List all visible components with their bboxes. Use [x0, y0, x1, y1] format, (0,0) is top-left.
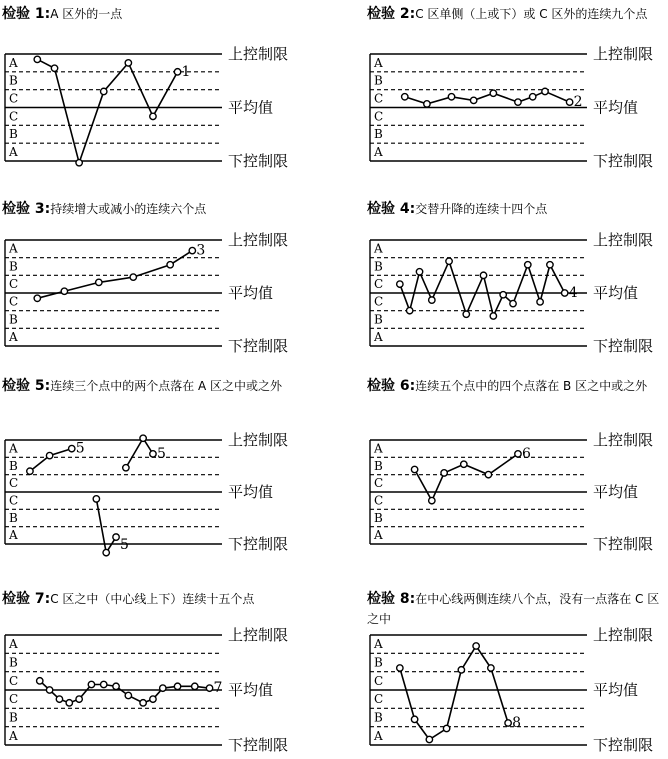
data-point	[125, 60, 131, 66]
zone-label: C	[374, 692, 384, 707]
data-point	[140, 700, 146, 706]
data-point	[505, 720, 511, 726]
test-description: 连续五个点中的四个点落在 B 区之中或之外	[415, 379, 648, 393]
control-chart	[0, 585, 310, 759]
data-line	[40, 681, 210, 703]
data-point	[402, 94, 408, 100]
lcl-label: 下控制限	[593, 736, 654, 754]
data-line	[415, 454, 518, 501]
zone-label: B	[9, 312, 18, 327]
panel-test-6	[365, 372, 668, 553]
data-point	[488, 665, 494, 671]
ucl-label: 上控制限	[228, 45, 289, 63]
data-point	[426, 736, 432, 742]
data-point	[56, 696, 62, 702]
ucl-label: 上控制限	[228, 626, 289, 644]
lcl-label: 下控制限	[593, 535, 654, 553]
data-point	[46, 452, 52, 458]
zone-label: B	[9, 259, 18, 274]
data-point	[101, 681, 107, 687]
test-description: 交替升降的连续十四个点	[415, 202, 548, 216]
data-point	[69, 445, 75, 451]
zone-label: B	[9, 458, 18, 473]
data-point	[461, 461, 467, 467]
zone-label: B	[374, 510, 383, 525]
data-point	[113, 534, 119, 540]
zone-label: C	[374, 673, 384, 688]
zone-label: A	[374, 241, 383, 256]
control-chart	[365, 372, 668, 553]
data-point	[103, 549, 109, 555]
zone-label: C	[9, 91, 19, 106]
cl-label: 平均值	[593, 98, 639, 117]
zone-label: C	[374, 109, 384, 124]
zone-label: B	[9, 710, 18, 725]
lcl-label: 下控制限	[228, 535, 289, 553]
test-description: 持续增大或减小的连续六个点	[50, 202, 207, 216]
data-point	[406, 307, 412, 313]
zone-label: A	[9, 145, 18, 160]
data-point	[473, 643, 479, 649]
test-description: 连续三个点中的两个点落在 A 区之中或之外	[50, 379, 283, 393]
data-point	[76, 160, 82, 166]
zone-label: B	[374, 710, 383, 725]
panel-test-1	[0, 0, 310, 170]
data-point	[446, 258, 452, 264]
zone-label: A	[374, 55, 383, 70]
data-point	[490, 313, 496, 319]
zone-label: C	[374, 294, 384, 309]
zone-label: B	[374, 73, 383, 88]
data-point	[76, 696, 82, 702]
data-point	[500, 292, 506, 298]
panel-test-3	[0, 195, 310, 365]
test-marker: 7	[213, 680, 223, 697]
zone-label: C	[374, 493, 384, 508]
data-point	[525, 262, 531, 268]
test-marker: 8	[512, 715, 522, 731]
zone-label: A	[374, 528, 383, 543]
data-point	[397, 665, 403, 671]
data-point	[96, 279, 102, 285]
data-point	[547, 262, 553, 268]
cl-label: 平均值	[593, 284, 639, 302]
data-point	[93, 496, 99, 502]
zone-label: A	[9, 241, 18, 256]
test-marker: 6	[521, 445, 531, 462]
zone-label: A	[9, 637, 18, 652]
data-point	[490, 90, 496, 96]
zone-label: C	[374, 476, 384, 491]
data-point	[443, 725, 449, 731]
zone-label: A	[9, 441, 18, 456]
data-point	[101, 88, 107, 94]
data-point	[46, 687, 52, 693]
zone-label: B	[9, 73, 18, 88]
data-point	[515, 451, 521, 457]
test-heading: 检验 3:	[2, 201, 51, 217]
cl-label: 平均值	[593, 681, 639, 699]
data-point	[411, 466, 417, 472]
zone-label: C	[9, 476, 19, 491]
data-point	[480, 272, 486, 278]
data-point	[537, 299, 543, 305]
test-heading: 检验 2:	[367, 6, 416, 22]
data-point	[411, 716, 417, 722]
zone-label: A	[9, 330, 18, 345]
zone-label: A	[9, 528, 18, 543]
ucl-label: 上控制限	[593, 45, 654, 63]
data-point	[458, 667, 464, 673]
lcl-label: 下控制限	[228, 152, 289, 170]
test-description: C 区之中（中心线上下）连续十五个点	[50, 592, 255, 606]
test-heading: 检验 1:	[2, 6, 51, 22]
zone-label: C	[9, 692, 19, 707]
data-point	[416, 269, 422, 275]
lcl-label: 下控制限	[593, 337, 654, 355]
data-point	[566, 99, 572, 105]
zone-label: A	[374, 728, 383, 743]
control-chart	[365, 0, 668, 170]
data-line	[37, 59, 177, 162]
data-point	[34, 56, 40, 62]
data-point	[424, 101, 430, 107]
control-chart	[365, 585, 668, 759]
data-point	[174, 683, 180, 689]
cl-label: 平均值	[228, 284, 274, 302]
ucl-label: 上控制限	[593, 626, 654, 644]
zone-label: C	[374, 277, 384, 292]
test-marker: 3	[196, 242, 206, 259]
zone-label: A	[9, 55, 18, 70]
ucl-label: 上控制限	[593, 431, 654, 449]
control-chart	[0, 195, 310, 365]
zone-label: B	[374, 127, 383, 142]
data-line	[400, 646, 508, 740]
data-point	[530, 94, 536, 100]
data-point	[485, 471, 491, 477]
zone-label: B	[9, 655, 18, 670]
zone-label: C	[374, 91, 384, 106]
test-description: C 区单侧（上或下）或 C 区外的连续九个点	[415, 7, 648, 21]
panel-test-2	[365, 0, 668, 170]
data-point	[88, 681, 94, 687]
test-marker: 5	[156, 445, 166, 462]
data-point	[27, 468, 33, 474]
lcl-label: 下控制限	[228, 736, 289, 754]
data-point	[441, 470, 447, 476]
ucl-label: 上控制限	[593, 231, 654, 249]
test-marker: 1	[181, 63, 191, 80]
panel-test-7	[0, 585, 310, 755]
test-description: 在中心线两侧连续八个点，没有一点落在 C 区之中	[367, 592, 660, 626]
data-line	[126, 438, 153, 467]
test-marker: 5	[75, 440, 85, 457]
panel-test-8	[365, 585, 668, 755]
test-heading: 检验 7:	[2, 591, 51, 607]
zone-label: B	[374, 458, 383, 473]
zone-label: B	[9, 510, 18, 525]
control-chart	[0, 372, 310, 554]
data-point	[61, 288, 67, 294]
panel-test-4	[365, 195, 668, 365]
data-point	[125, 692, 131, 698]
test-heading: 检验 8:	[367, 591, 416, 607]
data-point	[140, 435, 146, 441]
data-point	[150, 113, 156, 119]
zone-label: A	[374, 441, 383, 456]
data-point	[150, 696, 156, 702]
data-point	[130, 274, 136, 280]
zone-label: B	[9, 127, 18, 142]
data-point	[429, 297, 435, 303]
zone-label: A	[374, 330, 383, 345]
zone-label: B	[374, 312, 383, 327]
control-chart	[365, 195, 668, 365]
cl-label: 平均值	[228, 98, 274, 117]
data-point	[37, 678, 43, 684]
data-point	[150, 451, 156, 457]
ucl-label: 上控制限	[228, 231, 289, 249]
control-chart	[0, 0, 310, 170]
zone-label: C	[9, 493, 19, 508]
cl-label: 平均值	[593, 483, 639, 501]
data-line	[400, 261, 565, 316]
lcl-label: 下控制限	[228, 337, 289, 355]
zone-label: C	[9, 673, 19, 688]
data-point	[167, 262, 173, 268]
data-point	[470, 97, 476, 103]
data-point	[34, 295, 40, 301]
data-point	[51, 65, 57, 71]
zone-label: B	[374, 655, 383, 670]
data-point	[192, 683, 198, 689]
cl-label: 平均值	[228, 681, 274, 699]
zone-label: B	[374, 259, 383, 274]
data-point	[66, 700, 72, 706]
zone-label: A	[374, 637, 383, 652]
test-marker: 5	[120, 537, 129, 554]
test-description: A 区外的一点	[50, 7, 123, 21]
cl-label: 平均值	[228, 483, 274, 501]
data-point	[463, 311, 469, 317]
data-point	[510, 300, 516, 306]
data-point	[113, 683, 119, 689]
data-point	[448, 94, 454, 100]
data-point	[160, 685, 166, 691]
data-point	[174, 69, 180, 75]
ucl-label: 上控制限	[228, 431, 289, 449]
data-point	[515, 99, 521, 105]
data-point	[429, 497, 435, 503]
zone-label: C	[9, 109, 19, 124]
zone-label: A	[374, 145, 383, 160]
zone-label: C	[9, 294, 19, 309]
panel-test-5	[0, 372, 310, 554]
zone-label: C	[9, 277, 19, 292]
zone-label: A	[9, 728, 18, 743]
test-heading: 检验 5:	[2, 378, 51, 394]
test-marker: 2	[573, 94, 583, 111]
data-point	[189, 247, 195, 253]
test-heading: 检验 4:	[367, 201, 416, 217]
data-point	[206, 685, 212, 691]
lcl-label: 下控制限	[593, 152, 654, 170]
data-point	[123, 465, 129, 471]
data-point	[561, 290, 567, 296]
test-marker: 4	[568, 285, 578, 301]
data-point	[542, 88, 548, 94]
data-point	[397, 281, 403, 287]
test-heading: 检验 6:	[367, 378, 416, 394]
